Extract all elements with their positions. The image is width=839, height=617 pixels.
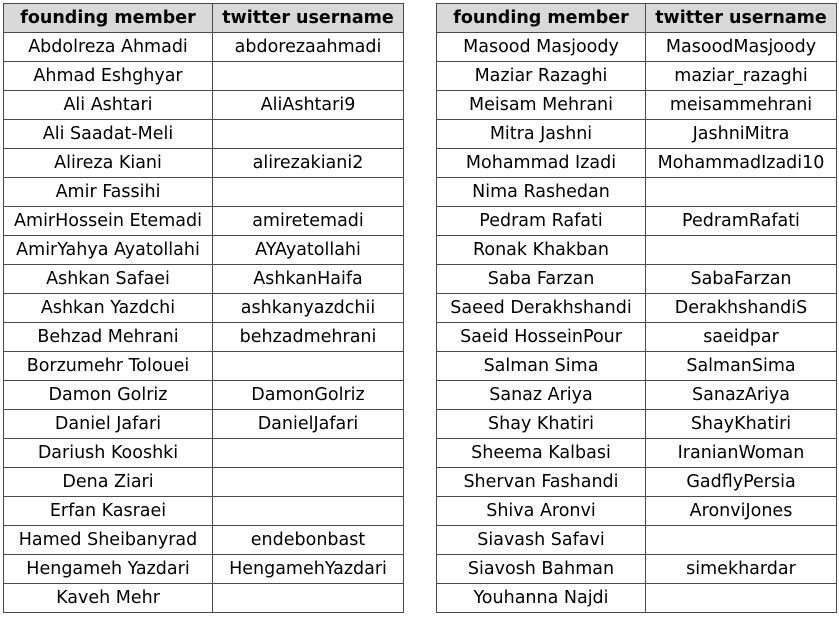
table-row — [4, 62, 404, 91]
member-name-cell: Mitra Jashni — [437, 120, 646, 149]
table-row — [437, 62, 837, 91]
table-row — [4, 468, 404, 497]
table-row — [437, 120, 837, 149]
twitter-username-cell: JashniMitra — [646, 120, 837, 149]
twitter-username-cell — [646, 526, 837, 555]
twitter-username-cell — [213, 497, 404, 526]
member-name-cell: Shervan Fashandi — [437, 468, 646, 497]
table-row — [4, 323, 404, 352]
table-body — [437, 33, 837, 613]
twitter-username-cell: SanazAriya — [646, 381, 837, 410]
table-body — [4, 33, 404, 613]
table-row — [4, 236, 404, 265]
table-row — [4, 120, 404, 149]
twitter-username-cell: simekhardar — [646, 555, 837, 584]
member-name-cell: Amir Fassihi — [4, 178, 213, 207]
member-name-cell: Hengameh Yazdari — [4, 555, 213, 584]
member-name-cell: Meisam Mehrani — [437, 91, 646, 120]
twitter-username-cell: DamonGolriz — [213, 381, 404, 410]
table-row — [437, 410, 837, 439]
table-row — [437, 352, 837, 381]
table-row — [437, 497, 837, 526]
member-name-cell: Damon Golriz — [4, 381, 213, 410]
member-name-cell: Dena Ziari — [4, 468, 213, 497]
twitter-username-cell — [213, 584, 404, 613]
twitter-username-cell: AYAyatollahi — [213, 236, 404, 265]
twitter-username-cell — [213, 439, 404, 468]
twitter-username-cell: AronviJones — [646, 497, 837, 526]
twitter-username-cell: maziar_razaghi — [646, 62, 837, 91]
table-row — [437, 236, 837, 265]
table-row — [4, 381, 404, 410]
table-row — [437, 526, 837, 555]
table-row — [4, 265, 404, 294]
member-name-cell: Masood Masjoody — [437, 33, 646, 62]
table-row — [437, 149, 837, 178]
table-row — [4, 497, 404, 526]
member-name-cell: Maziar Razaghi — [437, 62, 646, 91]
twitter-username-cell: alirezakiani2 — [213, 149, 404, 178]
table-row — [437, 178, 837, 207]
table-row — [437, 323, 837, 352]
twitter-username-cell — [213, 178, 404, 207]
member-name-cell: Daniel Jafari — [4, 410, 213, 439]
twitter-username-cell: abdorezaahmadi — [213, 33, 404, 62]
twitter-username-cell: GadflyPersia — [646, 468, 837, 497]
twitter-username-cell — [646, 236, 837, 265]
table-row — [437, 584, 837, 613]
column-header-twitter: twitter username — [646, 4, 837, 33]
table-row — [4, 410, 404, 439]
twitter-username-cell: PedramRafati — [646, 207, 837, 236]
table-row — [437, 468, 837, 497]
table-row — [4, 149, 404, 178]
table-row — [4, 352, 404, 381]
member-name-cell: Shay Khatiri — [437, 410, 646, 439]
twitter-username-cell — [213, 352, 404, 381]
table-row — [4, 91, 404, 120]
table-row — [4, 526, 404, 555]
member-name-cell: Kaveh Mehr — [4, 584, 213, 613]
twitter-username-cell — [646, 178, 837, 207]
twitter-username-cell: saeidpar — [646, 323, 837, 352]
member-name-cell: Behzad Mehrani — [4, 323, 213, 352]
table-row — [437, 381, 837, 410]
twitter-username-cell: AliAshtari9 — [213, 91, 404, 120]
table-row — [4, 33, 404, 62]
member-name-cell: Ronak Khakban — [437, 236, 646, 265]
table-row — [437, 91, 837, 120]
table-row — [437, 207, 837, 236]
table-row — [437, 294, 837, 323]
member-name-cell: Saeid HosseinPour — [437, 323, 646, 352]
twitter-username-cell: SabaFarzan — [646, 265, 837, 294]
member-name-cell: AmirYahya Ayatollahi — [4, 236, 213, 265]
member-name-cell: Youhanna Najdi — [437, 584, 646, 613]
member-name-cell: Ahmad Eshghyar — [4, 62, 213, 91]
member-name-cell: Borzumehr Tolouei — [4, 352, 213, 381]
twitter-username-cell: ashkanyazdchii — [213, 294, 404, 323]
member-name-cell: Hamed Sheibanyrad — [4, 526, 213, 555]
twitter-username-cell: DanielJafari — [213, 410, 404, 439]
table-row — [4, 294, 404, 323]
twitter-username-cell: AshkanHaifa — [213, 265, 404, 294]
member-name-cell: Siavosh Bahman — [437, 555, 646, 584]
table-row — [437, 265, 837, 294]
header-row — [437, 4, 837, 33]
member-name-cell: Ali Saadat-Meli — [4, 120, 213, 149]
member-name-cell: Mohammad Izadi — [437, 149, 646, 178]
column-header-member: founding member — [437, 4, 646, 33]
column-header-member: founding member — [4, 4, 213, 33]
member-name-cell: Shiva Aronvi — [437, 497, 646, 526]
table-row — [4, 555, 404, 584]
member-name-cell: Dariush Kooshki — [4, 439, 213, 468]
table-row — [4, 178, 404, 207]
twitter-username-cell: behzadmehrani — [213, 323, 404, 352]
twitter-username-cell: DerakhshandiS — [646, 294, 837, 323]
table-row — [4, 584, 404, 613]
member-name-cell: AmirHossein Etemadi — [4, 207, 213, 236]
twitter-username-cell — [213, 468, 404, 497]
member-name-cell: Erfan Kasraei — [4, 497, 213, 526]
member-name-cell: Sanaz Ariya — [437, 381, 646, 410]
twitter-username-cell — [213, 120, 404, 149]
table-row — [4, 439, 404, 468]
member-name-cell: Siavash Safavi — [437, 526, 646, 555]
table-row — [4, 207, 404, 236]
twitter-username-cell: SalmanSima — [646, 352, 837, 381]
member-name-cell: Sheema Kalbasi — [437, 439, 646, 468]
twitter-username-cell: MohammadIzadi10 — [646, 149, 837, 178]
twitter-username-cell: MasoodMasjoody — [646, 33, 837, 62]
twitter-username-cell: meisammehrani — [646, 91, 837, 120]
member-name-cell: Ashkan Yazdchi — [4, 294, 213, 323]
table-row — [437, 33, 837, 62]
members-table-left — [3, 3, 404, 613]
member-name-cell: Saeed Derakhshandi — [437, 294, 646, 323]
member-name-cell: Saba Farzan — [437, 265, 646, 294]
twitter-username-cell — [213, 62, 404, 91]
member-name-cell: Ali Ashtari — [4, 91, 213, 120]
member-name-cell: Ashkan Safaei — [4, 265, 213, 294]
twitter-username-cell: ShayKhatiri — [646, 410, 837, 439]
twitter-username-cell: HengamehYazdari — [213, 555, 404, 584]
twitter-username-cell — [646, 584, 837, 613]
twitter-username-cell: IranianWoman — [646, 439, 837, 468]
member-name-cell: Alireza Kiani — [4, 149, 213, 178]
header-row — [4, 4, 404, 33]
twitter-username-cell: endebonbast — [213, 526, 404, 555]
member-name-cell: Salman Sima — [437, 352, 646, 381]
column-header-twitter: twitter username — [213, 4, 404, 33]
member-name-cell: Nima Rashedan — [437, 178, 646, 207]
member-name-cell: Pedram Rafati — [437, 207, 646, 236]
table-row — [437, 555, 837, 584]
twitter-username-cell: amiretemadi — [213, 207, 404, 236]
members-table-right — [436, 3, 837, 613]
member-name-cell: Abdolreza Ahmadi — [4, 33, 213, 62]
table-row — [437, 439, 837, 468]
